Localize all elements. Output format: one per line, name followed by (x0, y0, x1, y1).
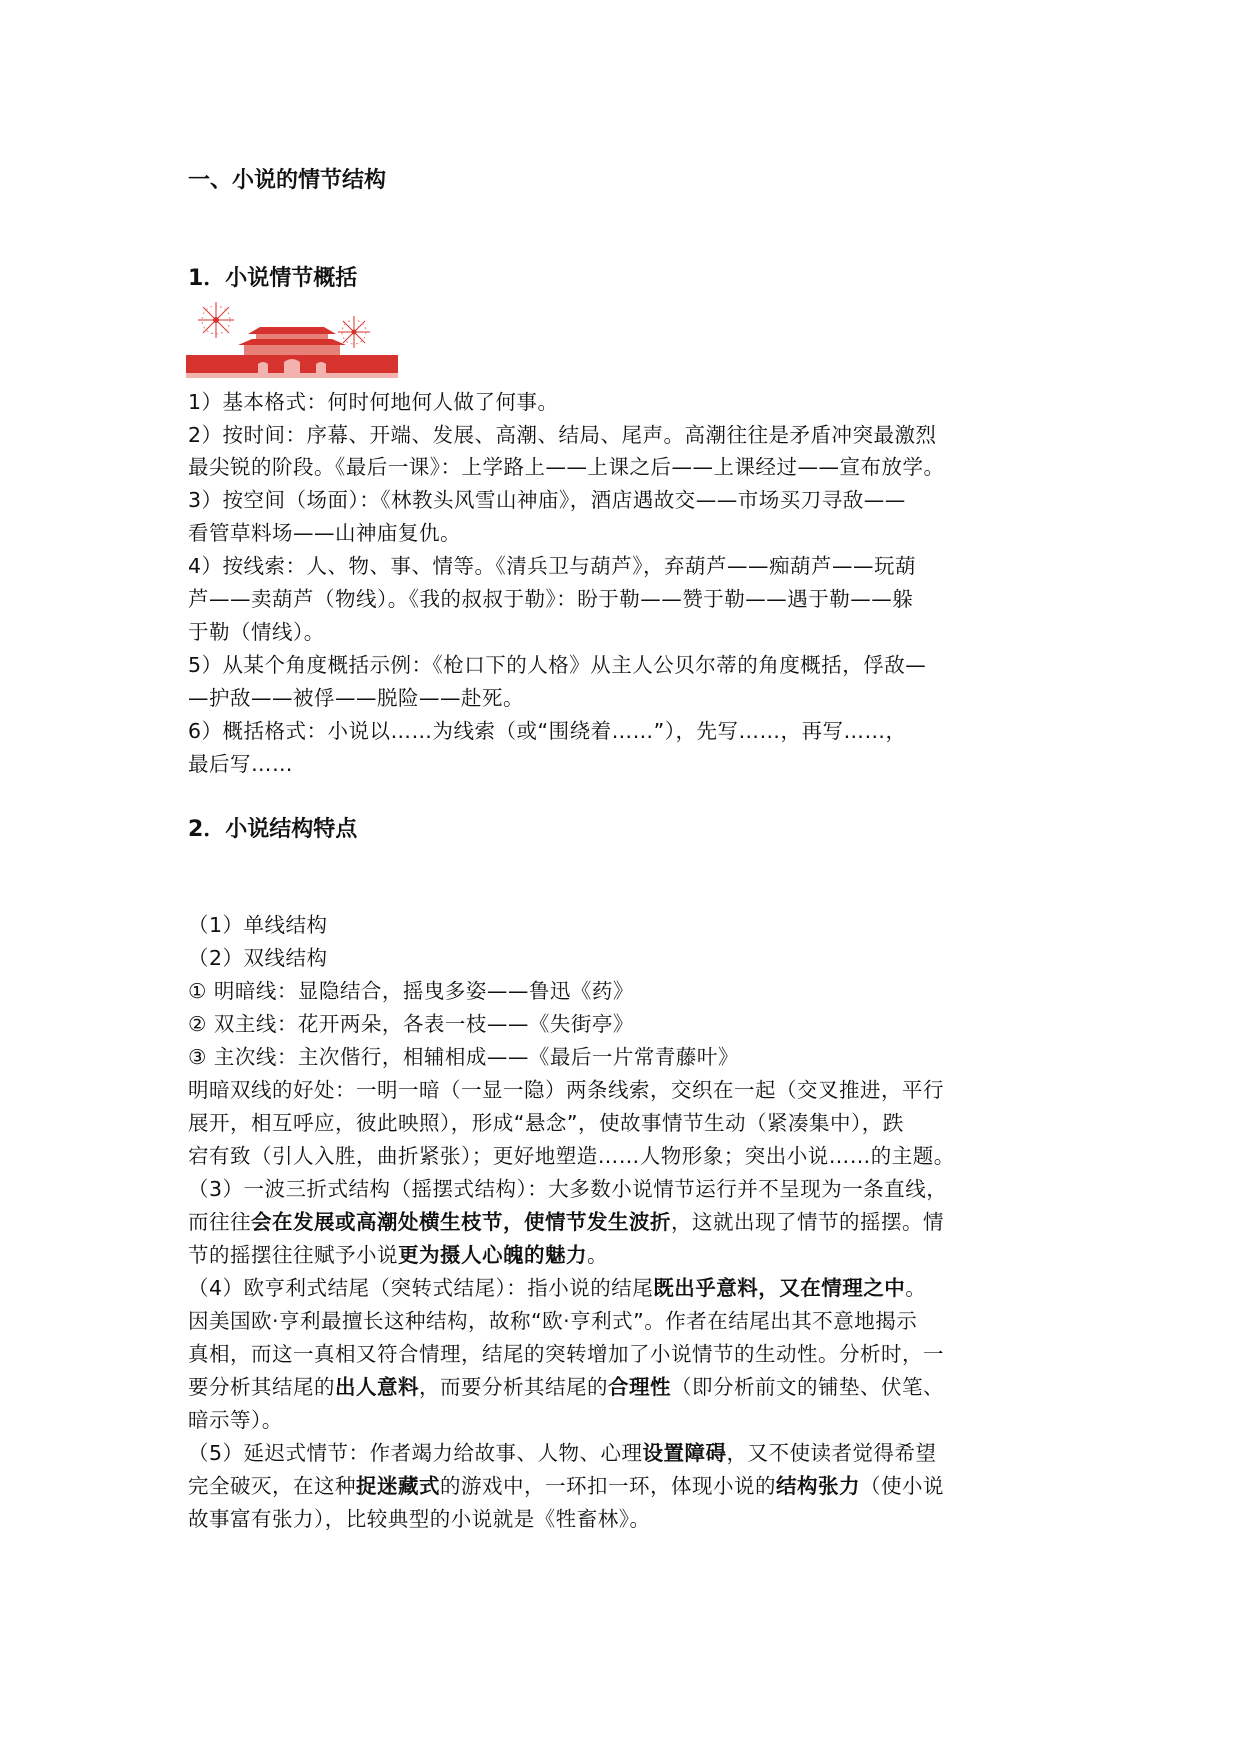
text-line: ① 明暗线：显隐结合，摇曳多姿——鲁迅《药》 (188, 979, 634, 1003)
text-run: 。 (905, 1276, 927, 1300)
text-line: 宕有致（引人入胜，曲折紧张）；更好地塑造……人物形象；突出小说……的主题。 (188, 1144, 955, 1168)
text-line: 6）概括格式：小说以……为线索（或“围绕着……”），先写……，再写……， (188, 719, 907, 743)
text-line: （3）一波三折式结构（摇摆式结构）：大多数小说情节运行并不呈现为一条直线， (188, 1177, 948, 1201)
bold-text: 捉迷藏式 (356, 1474, 440, 1498)
text-run: （即分析前文的铺垫、伏笔、 (671, 1375, 944, 1399)
text-line: 3）按空间（场面）：《林教头风雪山神庙》，酒店遇故交——市场买刀寻敌—— (188, 488, 906, 512)
text-line (188, 1207, 944, 1237)
bold-text: 会在发展或高潮处横生枝节，使情节发生波折 (251, 1210, 671, 1234)
bold-text: 出人意料 (335, 1375, 419, 1399)
text-run: （使小说 (860, 1474, 944, 1498)
bold-text: 结构张力 (776, 1474, 860, 1498)
subsection-title-plot-summary: 1．小说情节概括 (188, 266, 358, 291)
text-line: 最后写…… (188, 752, 293, 776)
text-run: 而往往 (188, 1210, 251, 1234)
text-line: ② 双主线：花开两朵，各表一枝——《失街亭》 (188, 1012, 634, 1036)
text-run: 的游戏中，一环扣一环，体现小说的 (440, 1474, 776, 1498)
text-line: （2）双线结构 (188, 946, 328, 970)
text-line: 4）按线索：人、物、事、情等。《清兵卫与葫芦》，弃葫芦——痴葫芦——玩葫 (188, 554, 917, 578)
text-run: 要分析其结尾的 (188, 1375, 335, 1399)
text-line: 2）按时间：序幕、开端、发展、高潮、结局、尾声。高潮往往是矛盾冲突最激烈 (188, 423, 937, 447)
bold-text: 既出乎意料，又在情理之中 (653, 1276, 906, 1300)
text-run: 完全破灭，在这种 (188, 1474, 356, 1498)
text-line: 真相，而这一真相又符合情理，结尾的突转增加了小说情节的生动性。分析时，一 (188, 1342, 944, 1366)
text-line: ③ 主次线：主次偕行，相辅相成——《最后一片常青藤叶》 (188, 1045, 739, 1069)
text-line (188, 1240, 608, 1270)
bold-text: 合理性 (608, 1375, 671, 1399)
text-line: 最尖锐的阶段。《最后一课》：上学路上——上课之后——上课经过——宣布放学。 (188, 455, 945, 479)
firework-left-icon (198, 302, 234, 338)
text-run: 。 (587, 1243, 608, 1267)
text-line: 看管草料场——山神庙复仇。 (188, 521, 461, 545)
text-line: 明暗双线的好处：一明一暗（一显一隐）两条线索，交织在一起（交叉推进，平行 (188, 1078, 944, 1102)
text-run: 节的摇摆往往赋予小说 (188, 1243, 398, 1267)
bold-text: 更为摄人心魄的魅力 (398, 1243, 587, 1267)
text-line: 暗示等）。 (188, 1408, 283, 1432)
text-run: （5）延迟式情节：作者竭力给故事、人物、心理 (188, 1441, 643, 1465)
text-line: 5）从某个角度概括示例：《枪口下的人格》从主人公贝尔蒂的角度概括，俘敌— (188, 653, 927, 677)
text-line: （1）单线结构 (188, 913, 328, 937)
subsection-title-structure: 2．小说结构特点 (188, 817, 358, 842)
text-run: ，这就出现了情节的摇摆。情 (671, 1210, 944, 1234)
text-line: 故事富有张力），比较典型的小说就是《牲畜林》。 (188, 1507, 651, 1531)
text-line: 芦——卖葫芦（物线）。《我的叔叔于勒》：盼于勒——赞于勒——遇于勒——躲 (188, 587, 914, 611)
text-run: ，而要分析其结尾的 (419, 1375, 608, 1399)
section-title: 一、小说的情节结构 (188, 168, 387, 193)
text-line: 展开，相互呼应，彼此映照），形成“悬念”，使故事情节生动（紧凑集中），跌 (188, 1111, 904, 1135)
text-line (188, 1273, 926, 1303)
text-run: （4）欧亨利式结尾（突转式结尾）：指小说的结尾 (188, 1276, 654, 1300)
text-line (188, 1471, 944, 1501)
text-run: ，又不使读者觉得希望 (726, 1441, 937, 1465)
text-line (188, 1438, 937, 1468)
text-line (188, 1372, 944, 1402)
tiananmen-fireworks-icon (186, 298, 398, 382)
firework-right-icon (338, 316, 370, 348)
text-line: 于勒（情线）。 (188, 620, 325, 644)
text-line: —护敌——被俘——脱险——赴死。 (188, 686, 524, 710)
text-line: 1）基本格式：何时何地何人做了何事。 (188, 390, 559, 414)
bold-text: 设置障碍 (642, 1441, 727, 1465)
text-line: 因美国欧·亨利最擅长这种结构，故称“欧·亨利式”。作者在结尾出其不意地揭示 (188, 1309, 918, 1333)
gate-building-icon (186, 327, 398, 378)
